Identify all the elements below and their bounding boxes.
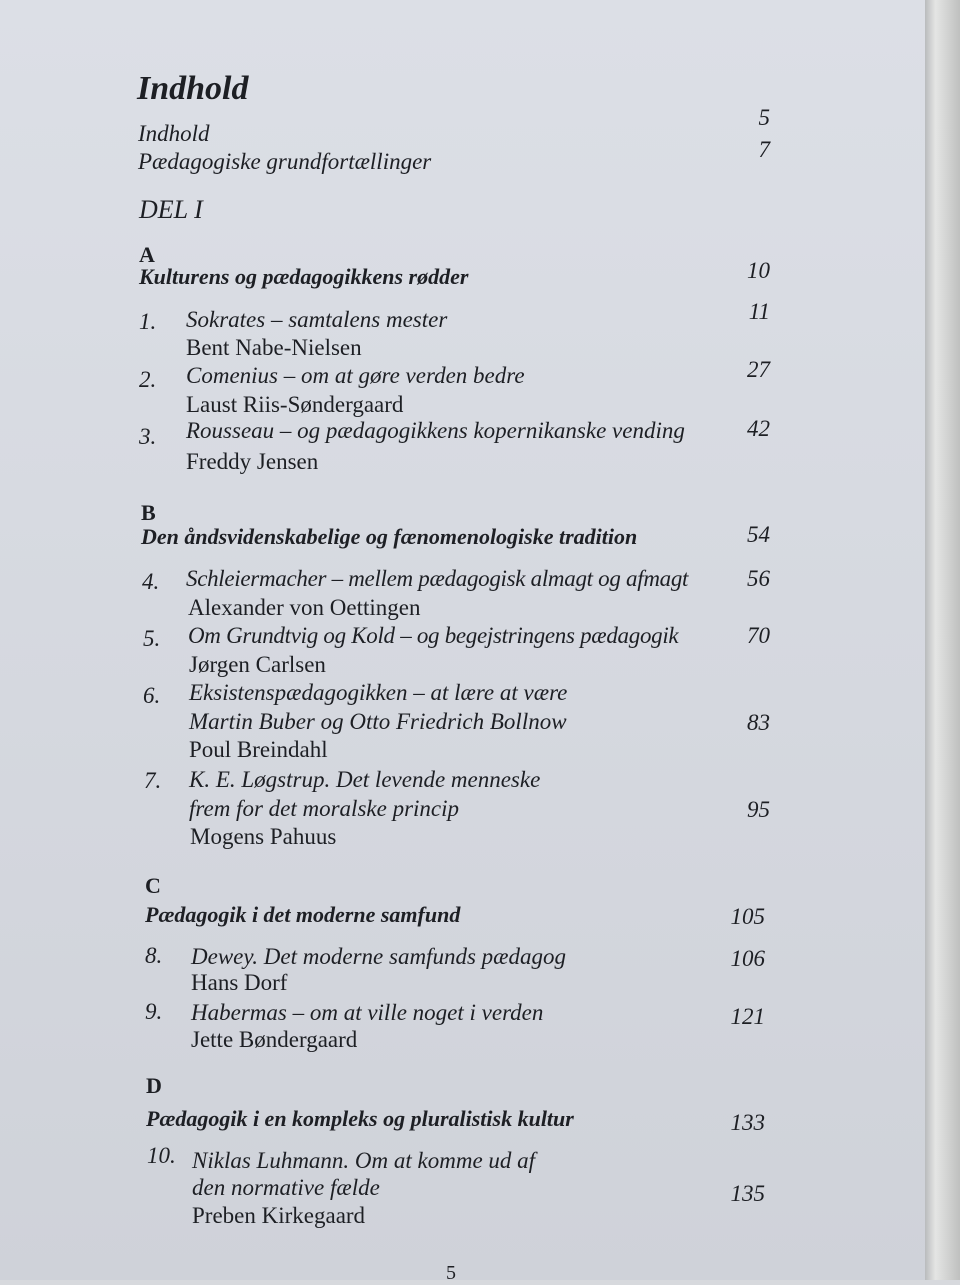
entry-number: 10.: [147, 1143, 176, 1168]
toc-heading: Indhold: [137, 70, 249, 107]
entry-author: Hans Dorf: [191, 970, 288, 995]
entry-title: Comenius – om at gøre verden bedre: [186, 363, 525, 388]
entry-title-cont: den normative fælde: [192, 1175, 380, 1200]
section-page: 105: [730, 904, 765, 929]
section-title: Pædagogik i en kompleks og pluralistisk kultur: [146, 1106, 574, 1131]
section-title: Pædagogik i det moderne samfund: [145, 902, 461, 927]
entry-author: Mogens Pahuus: [190, 824, 337, 849]
entry-title: Schleiermacher – mellem pædagogisk almagt og afmagt: [186, 566, 689, 591]
toc-front-page: 5: [758, 105, 770, 130]
entry-title: Sokrates – samtalens mester: [186, 307, 448, 332]
page-number: 5: [446, 1262, 456, 1284]
entry-page: 70: [747, 623, 770, 648]
entry-title: Dewey. Det moderne samfunds pædagog: [191, 944, 566, 969]
entry-number: 9.: [145, 999, 163, 1024]
entry-title: Niklas Luhmann. Om at komme ud af: [192, 1148, 536, 1173]
entry-author: Freddy Jensen: [186, 449, 319, 474]
section-letter: D: [146, 1073, 162, 1098]
entry-page: 11: [748, 299, 770, 324]
entry-number: 4.: [142, 569, 160, 594]
entry-number: 6.: [143, 683, 161, 708]
entry-author: Preben Kirkegaard: [192, 1203, 366, 1228]
entry-title: Rousseau – og pædagogikkens kopernikanske vending: [186, 418, 685, 443]
entry-title: Habermas – om at ville noget i verden: [191, 1000, 544, 1025]
entry-page: 95: [747, 797, 770, 822]
toc-front-title: Pædagogiske grundfortællinger: [138, 149, 432, 174]
entry-number: 2.: [139, 367, 157, 392]
entry-author: Laust Riis-Søndergaard: [186, 392, 404, 417]
section-page: 133: [730, 1110, 765, 1135]
section-letter: B: [141, 500, 156, 525]
entry-title: K. E. Løgstrup. Det levende menneske: [189, 767, 541, 792]
section-letter: A: [139, 242, 155, 267]
entry-number: 7.: [144, 768, 162, 793]
section-letter: C: [145, 873, 161, 898]
entry-title-cont: Martin Buber og Otto Friedrich Bollnow: [189, 709, 567, 734]
toc-part: DEL I: [139, 195, 203, 224]
entry-page: 27: [747, 357, 770, 382]
entry-title: Om Grundtvig og Kold – og begejstringens pædagogik: [188, 623, 679, 648]
section-page: 54: [747, 522, 770, 547]
entry-author: Jette Bøndergaard: [191, 1027, 358, 1052]
entry-number: 8.: [145, 943, 163, 968]
entry-number: 1.: [139, 309, 157, 334]
entry-author: Bent Nabe-Nielsen: [186, 335, 362, 360]
entry-page: 106: [730, 946, 765, 971]
entry-number: 5.: [143, 626, 161, 651]
section-title: Kulturens og pædagogikkens rødder: [139, 264, 469, 289]
entry-author: Poul Breindahl: [189, 737, 328, 762]
section-page: 10: [747, 258, 770, 283]
entry-title: Eksistenspædagogikken – at lære at være: [189, 680, 568, 705]
entry-number: 3.: [139, 424, 157, 449]
entry-author: Jørgen Carlsen: [189, 652, 326, 677]
toc-front-title: Indhold: [138, 121, 210, 146]
entry-page: 135: [730, 1181, 765, 1206]
section-title: Den åndsvidenskabelige og fænomenologiske tradition: [141, 524, 638, 549]
entry-page: 42: [747, 416, 770, 441]
entry-title-cont: frem for det moralske princip: [189, 796, 460, 821]
entry-page: 56: [747, 566, 770, 591]
entry-author: Alexander von Oettingen: [188, 595, 421, 620]
book-spine-edge: [925, 0, 960, 1280]
entry-page: 83: [747, 710, 770, 735]
toc-front-page: 7: [758, 137, 770, 162]
entry-page: 121: [730, 1004, 765, 1029]
